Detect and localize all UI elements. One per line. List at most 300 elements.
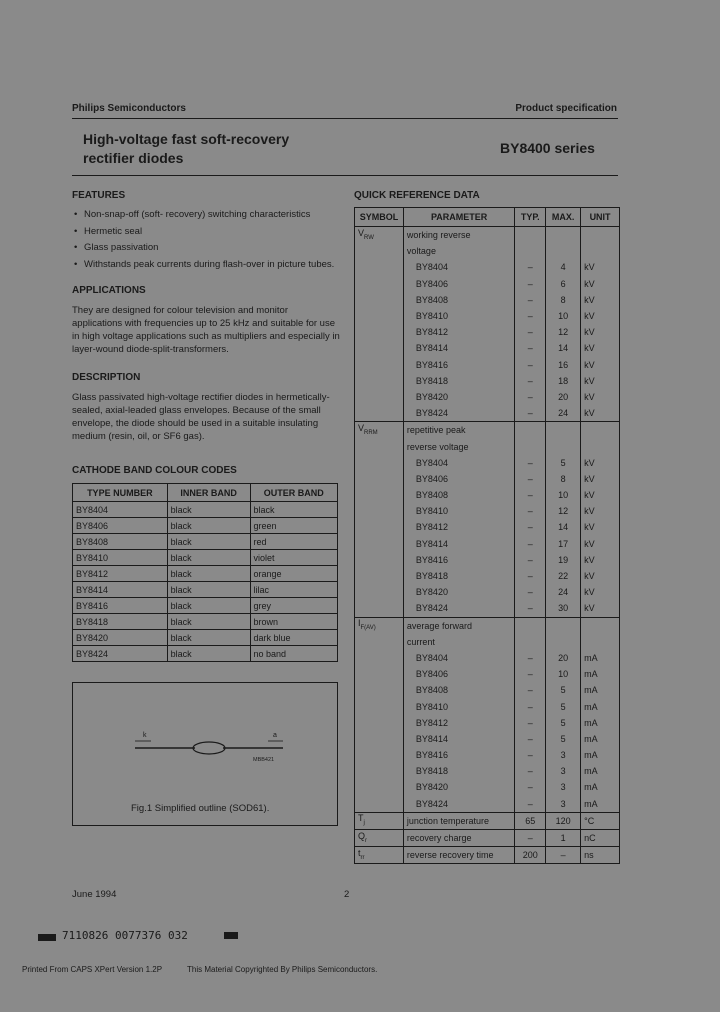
- table-row: [355, 666, 620, 682]
- table-cell: –: [515, 829, 546, 846]
- table-cell: [546, 438, 581, 454]
- table-cell: [355, 340, 404, 356]
- table-cell: reverse voltage: [403, 438, 514, 454]
- table-cell: 5: [546, 715, 581, 731]
- table-cell: no band: [250, 646, 337, 662]
- table-cell: –: [515, 389, 546, 405]
- table-cell: –: [515, 536, 546, 552]
- table-cell: junction temperature: [403, 812, 514, 829]
- table-cell: BY8424: [403, 796, 514, 813]
- table-row: [355, 796, 620, 813]
- table-cell: [355, 243, 404, 259]
- table-cell: [355, 536, 404, 552]
- table-cell: –: [546, 847, 581, 864]
- footer-date: June 1994: [72, 889, 117, 900]
- table-cell: 20: [546, 389, 581, 405]
- table-cell: BY8410: [403, 503, 514, 519]
- table-cell: black: [167, 598, 250, 614]
- table-cell: [546, 243, 581, 259]
- table-cell: –: [515, 763, 546, 779]
- table-cell: –: [515, 357, 546, 373]
- feature-item: • Withstands peak currents during flash-over in picture tubes.: [72, 259, 340, 272]
- table-cell: [546, 422, 581, 439]
- table-cell: mA: [581, 698, 620, 714]
- table-cell: BY8404: [403, 650, 514, 666]
- table-cell: [355, 324, 404, 340]
- symbol-subscript: RRM: [364, 429, 378, 436]
- table-row: [355, 698, 620, 714]
- table-cell: 4: [546, 259, 581, 275]
- table-cell: [581, 617, 620, 634]
- diode-body: [193, 742, 225, 754]
- table-cell: 10: [546, 666, 581, 682]
- table-cell: 12: [546, 503, 581, 519]
- table-cell: mA: [581, 682, 620, 698]
- table-cell: –: [515, 600, 546, 617]
- table-cell: [581, 243, 620, 259]
- symbol-main: V: [358, 227, 365, 238]
- table-row: [73, 566, 338, 582]
- table-cell: [355, 438, 404, 454]
- table-row: [355, 584, 620, 600]
- table-cell: 17: [546, 536, 581, 552]
- table-cell: BY8412: [73, 566, 168, 582]
- table-cell: BY8420: [403, 584, 514, 600]
- table-cell: kV: [581, 324, 620, 340]
- table-cell: 8: [546, 292, 581, 308]
- column-header: MAX.: [546, 208, 581, 227]
- column-header: SYMBOL: [355, 208, 404, 227]
- table-row: [355, 715, 620, 731]
- table-cell: kV: [581, 455, 620, 471]
- table-cell: kV: [581, 405, 620, 422]
- table-cell: BY8406: [403, 276, 514, 292]
- table-cell: [355, 600, 404, 617]
- table-cell: BY8408: [403, 487, 514, 503]
- table-cell: [546, 634, 581, 650]
- table-row: [355, 259, 620, 275]
- table-cell: °C: [581, 812, 620, 829]
- feature-item: • Glass passivation: [72, 242, 340, 255]
- table-header-row: [355, 208, 620, 227]
- symbol-main: V: [358, 422, 365, 433]
- table-cell: –: [515, 666, 546, 682]
- table-cell: 12: [546, 324, 581, 340]
- table-cell: black: [167, 566, 250, 582]
- quick-reference-table: [354, 207, 620, 864]
- table-cell: –: [515, 276, 546, 292]
- table-cell: –: [515, 682, 546, 698]
- table-row: [73, 630, 338, 646]
- table-cell: [355, 812, 404, 829]
- page-title: [83, 130, 289, 168]
- table-cell: [355, 715, 404, 731]
- table-cell: 10: [546, 308, 581, 324]
- table-cell: [355, 471, 404, 487]
- table-cell: –: [515, 340, 546, 356]
- table-cell: BY8420: [73, 630, 168, 646]
- table-cell: 6: [546, 276, 581, 292]
- figure-outline: [72, 682, 338, 826]
- table-cell: –: [515, 455, 546, 471]
- table-row: [355, 552, 620, 568]
- table-cell: 22: [546, 568, 581, 584]
- table-cell: BY8404: [73, 502, 168, 518]
- table-cell: BY8414: [73, 582, 168, 598]
- table-cell: BY8418: [73, 614, 168, 630]
- features-list: [72, 209, 340, 271]
- table-cell: BY8408: [73, 534, 168, 550]
- table-cell: [355, 276, 404, 292]
- table-row: [355, 600, 620, 617]
- table-cell: [515, 634, 546, 650]
- column-header: TYP.: [515, 208, 546, 227]
- table-cell: kV: [581, 552, 620, 568]
- table-row: [355, 471, 620, 487]
- table-cell: –: [515, 715, 546, 731]
- symbol-main: t: [358, 847, 361, 858]
- table-cell: 18: [546, 373, 581, 389]
- table-cell: BY8424: [403, 600, 514, 617]
- table-cell: [581, 438, 620, 454]
- table-cell: –: [515, 552, 546, 568]
- table-cell: mA: [581, 779, 620, 795]
- table-cell: BY8414: [403, 340, 514, 356]
- table-cell: [355, 698, 404, 714]
- table-cell: kV: [581, 503, 620, 519]
- table-cell: 3: [546, 779, 581, 795]
- table-cell: 19: [546, 552, 581, 568]
- table-row: [355, 634, 620, 650]
- table-cell: 5: [546, 731, 581, 747]
- table-cell: –: [515, 405, 546, 422]
- table-cell: 5: [546, 682, 581, 698]
- table-cell: [515, 617, 546, 634]
- table-cell: kV: [581, 308, 620, 324]
- table-cell: –: [515, 698, 546, 714]
- table-cell: BY8418: [403, 373, 514, 389]
- table-cell: kV: [581, 357, 620, 373]
- anode-label: a: [273, 732, 277, 739]
- table-cell: kV: [581, 373, 620, 389]
- table-cell: [515, 438, 546, 454]
- table-row: [355, 243, 620, 259]
- quick-ref-heading: QUICK REFERENCE DATA: [354, 190, 480, 201]
- table-cell: [355, 357, 404, 373]
- table-cell: BY8420: [403, 779, 514, 795]
- printed-note: Printed From CAPS XPert Version 1.2P: [22, 965, 163, 974]
- table-cell: BY8408: [403, 682, 514, 698]
- symbol-subscript: rr: [360, 854, 365, 861]
- table-cell: mA: [581, 747, 620, 763]
- series-name: BY8400 series: [500, 140, 595, 156]
- table-cell: [355, 779, 404, 795]
- copyright-note: This Material Copyrighted By Philips Semiconductors.: [187, 965, 378, 974]
- table-cell: [355, 747, 404, 763]
- table-cell: [355, 519, 404, 535]
- table-cell: –: [515, 747, 546, 763]
- table-cell: 5: [546, 455, 581, 471]
- diode-outline-drawing: [73, 703, 337, 813]
- table-cell: [355, 617, 404, 634]
- table-cell: BY8412: [403, 519, 514, 535]
- document-type: Product specification: [515, 103, 617, 114]
- table-cell: mA: [581, 796, 620, 813]
- table-cell: BY8404: [403, 259, 514, 275]
- column-header: INNER BAND: [167, 484, 250, 502]
- page-number: 2: [344, 889, 350, 900]
- table-cell: dark blue: [250, 630, 337, 646]
- table-row: [355, 731, 620, 747]
- table-cell: red: [250, 534, 337, 550]
- table-cell: kV: [581, 568, 620, 584]
- table-cell: recovery charge: [403, 829, 514, 846]
- table-cell: 14: [546, 340, 581, 356]
- table-cell: mA: [581, 666, 620, 682]
- table-cell: kV: [581, 292, 620, 308]
- table-cell: kV: [581, 471, 620, 487]
- table-cell: –: [515, 568, 546, 584]
- table-cell: –: [515, 373, 546, 389]
- table-row: [355, 519, 620, 535]
- table-cell: black: [167, 614, 250, 630]
- table-row: [355, 227, 620, 244]
- table-row: [355, 389, 620, 405]
- table-cell: lilac: [250, 582, 337, 598]
- table-cell: violet: [250, 550, 337, 566]
- table-cell: [355, 584, 404, 600]
- table-cell: 3: [546, 796, 581, 813]
- table-row: [355, 340, 620, 356]
- table-cell: –: [515, 519, 546, 535]
- table-cell: [546, 617, 581, 634]
- table-cell: [355, 389, 404, 405]
- table-cell: BY8416: [403, 552, 514, 568]
- table-row: [355, 487, 620, 503]
- table-cell: 3: [546, 763, 581, 779]
- symbol-main: T: [358, 813, 364, 824]
- table-row: [355, 405, 620, 422]
- barcode-mark-left: [38, 934, 56, 941]
- table-cell: [355, 682, 404, 698]
- table-cell: BY8408: [403, 292, 514, 308]
- figure-code: MBB421: [253, 757, 275, 763]
- table-cell: [515, 243, 546, 259]
- table-cell: [355, 796, 404, 813]
- table-cell: brown: [250, 614, 337, 630]
- table-cell: [355, 227, 404, 244]
- applications-heading: APPLICATIONS: [72, 285, 146, 296]
- table-cell: voltage: [403, 243, 514, 259]
- table-cell: –: [515, 292, 546, 308]
- table-cell: BY8416: [73, 598, 168, 614]
- table-cell: [581, 422, 620, 439]
- left-column: [72, 190, 340, 826]
- table-cell: –: [515, 779, 546, 795]
- table-cell: 200: [515, 847, 546, 864]
- table-cell: repetitive peak: [403, 422, 514, 439]
- table-cell: orange: [250, 566, 337, 582]
- column-header: PARAMETER: [403, 208, 514, 227]
- table-cell: [355, 568, 404, 584]
- table-cell: 30: [546, 600, 581, 617]
- table-row: [73, 502, 338, 518]
- symbol-main: I: [358, 618, 361, 629]
- table-cell: –: [515, 650, 546, 666]
- table-cell: kV: [581, 487, 620, 503]
- table-cell: 24: [546, 405, 581, 422]
- symbol-subscript: F(AV): [360, 624, 376, 631]
- table-cell: BY8406: [403, 471, 514, 487]
- table-row: [73, 646, 338, 662]
- table-row: [355, 779, 620, 795]
- table-cell: BY8414: [403, 536, 514, 552]
- table-cell: mA: [581, 731, 620, 747]
- column-header: OUTER BAND: [250, 484, 337, 502]
- table-cell: [355, 259, 404, 275]
- table-cell: 120: [546, 812, 581, 829]
- column-header: TYPE NUMBER: [73, 484, 168, 502]
- table-cell: 14: [546, 519, 581, 535]
- table-cell: –: [515, 503, 546, 519]
- table-cell: BY8410: [73, 550, 168, 566]
- table-cell: nC: [581, 829, 620, 846]
- description-heading: DESCRIPTION: [72, 372, 141, 383]
- table-row: [355, 324, 620, 340]
- table-cell: [546, 227, 581, 244]
- description-text: Glass passivated high-voltage rectifier diodes in hermetically-sealed, axial-leaded glass envelopes. Because of the small envelope, the diode should be used in a suitable insulating medium (resin, oil, or SF6 gas).: [72, 392, 330, 442]
- table-cell: –: [515, 324, 546, 340]
- cathode-label: k: [143, 732, 147, 739]
- table-cell: 1: [546, 829, 581, 846]
- table-row: [355, 292, 620, 308]
- table-cell: BY8404: [403, 455, 514, 471]
- table-row: [355, 747, 620, 763]
- table-cell: [355, 422, 404, 439]
- table-cell: [355, 292, 404, 308]
- table-row: [355, 568, 620, 584]
- table-row: [73, 598, 338, 614]
- table-row: [355, 829, 620, 846]
- company-name: Philips Semiconductors: [72, 103, 186, 114]
- symbol-subscript: j: [363, 820, 365, 827]
- table-cell: [355, 308, 404, 324]
- table-cell: [355, 373, 404, 389]
- cathode-table-body: [73, 502, 338, 662]
- table-cell: BY8412: [403, 324, 514, 340]
- table-cell: BY8406: [403, 666, 514, 682]
- table-row: [355, 682, 620, 698]
- table-row: [355, 276, 620, 292]
- table-cell: –: [515, 731, 546, 747]
- table-cell: [355, 731, 404, 747]
- table-cell: [355, 666, 404, 682]
- table-cell: BY8424: [403, 405, 514, 422]
- table-cell: black: [167, 582, 250, 598]
- table-cell: 8: [546, 471, 581, 487]
- table-cell: BY8416: [403, 357, 514, 373]
- table-cell: [355, 552, 404, 568]
- barcode-mark-right: [224, 932, 238, 939]
- table-cell: 10: [546, 487, 581, 503]
- table-cell: BY8406: [73, 518, 168, 534]
- table-cell: [355, 487, 404, 503]
- table-cell: –: [515, 584, 546, 600]
- table-row: [355, 422, 620, 439]
- table-cell: [355, 763, 404, 779]
- symbol-main: Q: [358, 830, 366, 841]
- table-row: [73, 518, 338, 534]
- table-row: [73, 550, 338, 566]
- table-cell: black: [167, 646, 250, 662]
- table-row: [355, 503, 620, 519]
- table-row: [355, 357, 620, 373]
- table-cell: 5: [546, 698, 581, 714]
- table-cell: BY8420: [403, 389, 514, 405]
- table-cell: [515, 422, 546, 439]
- table-cell: BY8418: [403, 763, 514, 779]
- table-cell: black: [250, 502, 337, 518]
- table-cell: kV: [581, 584, 620, 600]
- header-rule: [72, 118, 618, 119]
- table-cell: [355, 634, 404, 650]
- table-cell: BY8418: [403, 568, 514, 584]
- table-cell: kV: [581, 600, 620, 617]
- table-cell: reverse recovery time: [403, 847, 514, 864]
- applications-text: They are designed for colour television and monitor applications with frequencies up to 25 kHz and suitable for use in high voltage applications such as multipliers and especially in layer-wound diode-split-transformers.: [72, 305, 340, 355]
- table-cell: 65: [515, 812, 546, 829]
- table-cell: BY8412: [403, 715, 514, 731]
- table-cell: grey: [250, 598, 337, 614]
- table-row: [355, 650, 620, 666]
- table-cell: BY8410: [403, 698, 514, 714]
- title-rule: [72, 175, 618, 176]
- table-cell: [355, 650, 404, 666]
- title-line-1: High-voltage fast soft-recovery: [83, 131, 290, 147]
- symbol-subscript: r: [365, 837, 368, 844]
- title-line-2: rectifier diodes: [83, 150, 184, 166]
- cathode-heading: CATHODE BAND COLOUR CODES: [72, 465, 237, 476]
- table-row: [355, 763, 620, 779]
- features-heading: FEATURES: [72, 190, 126, 201]
- table-cell: [581, 227, 620, 244]
- table-cell: black: [167, 502, 250, 518]
- table-header-row: [73, 484, 338, 502]
- table-cell: kV: [581, 519, 620, 535]
- feature-item: • Hermetic seal: [72, 226, 340, 239]
- table-cell: black: [167, 518, 250, 534]
- table-cell: [355, 455, 404, 471]
- table-cell: black: [167, 550, 250, 566]
- table-cell: –: [515, 259, 546, 275]
- table-row: [355, 536, 620, 552]
- table-row: [73, 582, 338, 598]
- table-cell: [515, 227, 546, 244]
- table-cell: kV: [581, 276, 620, 292]
- table-cell: kV: [581, 259, 620, 275]
- table-row: [355, 812, 620, 829]
- table-cell: –: [515, 796, 546, 813]
- table-row: [355, 455, 620, 471]
- table-cell: 20: [546, 650, 581, 666]
- table-cell: [355, 503, 404, 519]
- table-cell: BY8410: [403, 308, 514, 324]
- table-row: [73, 614, 338, 630]
- table-cell: mA: [581, 715, 620, 731]
- table-cell: average forward: [403, 617, 514, 634]
- table-cell: kV: [581, 536, 620, 552]
- table-cell: –: [515, 471, 546, 487]
